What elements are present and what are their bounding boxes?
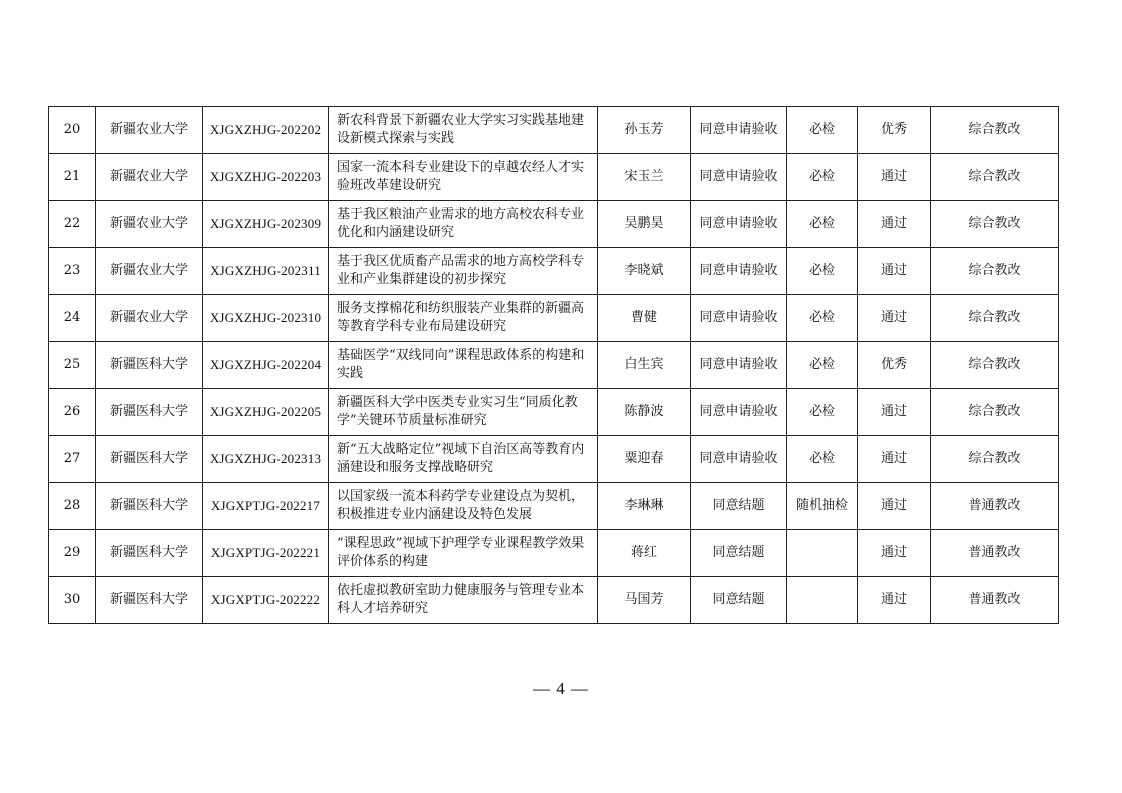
result-cell: 通过 (858, 201, 931, 248)
result-cell: 通过 (858, 483, 931, 530)
result-cell: 通过 (858, 248, 931, 295)
table-row (49, 248, 1059, 295)
category-cell: 综合教改 (931, 107, 1059, 154)
leader-cell: 蒋红 (598, 530, 691, 577)
project-code-cell: XJGXZHJG-202204 (203, 342, 329, 389)
opinion-cell: 同意申请验收 (691, 295, 787, 342)
check-type-cell: 必检 (787, 436, 858, 483)
check-type-cell (787, 530, 858, 577)
row-number-cell: 26 (49, 389, 96, 436)
row-number-cell: 29 (49, 530, 96, 577)
leader-cell: 吴鹏昊 (598, 201, 691, 248)
opinion-cell: 同意结题 (691, 530, 787, 577)
category-cell: 综合教改 (931, 248, 1059, 295)
leader-cell: 马国芳 (598, 577, 691, 624)
check-type-cell: 必检 (787, 201, 858, 248)
row-number-cell: 23 (49, 248, 96, 295)
leader-cell: 陈静波 (598, 389, 691, 436)
school-cell: 新疆医科大学 (96, 483, 203, 530)
row-number-cell: 30 (49, 577, 96, 624)
project-title-cell: 基于我区优质畜产品需求的地方高校学科专业和产业集群建设的初步探究 (329, 248, 598, 295)
school-cell: 新疆医科大学 (96, 389, 203, 436)
result-cell: 通过 (858, 530, 931, 577)
check-type-cell: 必检 (787, 389, 858, 436)
category-cell: 普通教改 (931, 483, 1059, 530)
project-title-cell: “课程思政”视域下护理学专业课程教学效果评价体系的构建 (329, 530, 598, 577)
table-row (49, 201, 1059, 248)
page-number: — 4 — (533, 679, 589, 698)
result-cell: 通过 (858, 154, 931, 201)
leader-cell: 孙玉芳 (598, 107, 691, 154)
opinion-cell: 同意申请验收 (691, 201, 787, 248)
result-cell: 优秀 (858, 107, 931, 154)
category-cell: 综合教改 (931, 295, 1059, 342)
project-title-cell: 新疆医科大学中医类专业实习生“同质化教学”关键环节质量标准研究 (329, 389, 598, 436)
check-type-cell: 必检 (787, 154, 858, 201)
project-code-cell: XJGXZHJG-202205 (203, 389, 329, 436)
project-title-cell: 依托虚拟教研室助力健康服务与管理专业本科人才培养研究 (329, 577, 598, 624)
opinion-cell: 同意结题 (691, 577, 787, 624)
project-title-cell: 国家一流本科专业建设下的卓越农经人才实验班改革建设研究 (329, 154, 598, 201)
leader-cell: 宋玉兰 (598, 154, 691, 201)
school-cell: 新疆医科大学 (96, 577, 203, 624)
project-title-cell: 新农科背景下新疆农业大学实习实践基地建设新模式探索与实践 (329, 107, 598, 154)
school-cell: 新疆农业大学 (96, 201, 203, 248)
school-cell: 新疆医科大学 (96, 342, 203, 389)
leader-cell: 粟迎春 (598, 436, 691, 483)
row-number-cell: 22 (49, 201, 96, 248)
project-title-cell: 基于我区粮油产业需求的地方高校农科专业优化和内涵建设研究 (329, 201, 598, 248)
result-cell: 通过 (858, 577, 931, 624)
row-number-cell: 21 (49, 154, 96, 201)
category-cell: 综合教改 (931, 342, 1059, 389)
leader-cell: 白生宾 (598, 342, 691, 389)
project-code-cell: XJGXZHJG-202202 (203, 107, 329, 154)
opinion-cell: 同意结题 (691, 483, 787, 530)
table-row (49, 295, 1059, 342)
category-cell: 综合教改 (931, 436, 1059, 483)
leader-cell: 李琳琳 (598, 483, 691, 530)
opinion-cell: 同意申请验收 (691, 436, 787, 483)
table-row (49, 107, 1059, 154)
category-cell: 综合教改 (931, 154, 1059, 201)
project-title-cell: 服务支撑棉花和纺织服装产业集群的新疆高等教育学科专业布局建设研究 (329, 295, 598, 342)
category-cell: 普通教改 (931, 577, 1059, 624)
table-body (49, 107, 1059, 624)
table-row (49, 389, 1059, 436)
result-cell: 通过 (858, 389, 931, 436)
school-cell: 新疆农业大学 (96, 107, 203, 154)
school-cell: 新疆农业大学 (96, 154, 203, 201)
project-title-cell: 基础医学“双线同向”课程思政体系的构建和实践 (329, 342, 598, 389)
project-code-cell: XJGXPTJG-202222 (203, 577, 329, 624)
table-row (49, 530, 1059, 577)
project-code-cell: XJGXZHJG-202311 (203, 248, 329, 295)
category-cell: 普通教改 (931, 530, 1059, 577)
project-code-cell: XJGXZHJG-202203 (203, 154, 329, 201)
table-row (49, 483, 1059, 530)
opinion-cell: 同意申请验收 (691, 107, 787, 154)
check-type-cell (787, 577, 858, 624)
result-cell: 通过 (858, 436, 931, 483)
row-number-cell: 20 (49, 107, 96, 154)
check-type-cell: 必检 (787, 295, 858, 342)
result-cell: 通过 (858, 295, 931, 342)
opinion-cell: 同意申请验收 (691, 248, 787, 295)
project-table (48, 106, 1059, 624)
opinion-cell: 同意申请验收 (691, 342, 787, 389)
row-number-cell: 28 (49, 483, 96, 530)
project-code-cell: XJGXZHJG-202310 (203, 295, 329, 342)
project-title-cell: 新“五大战略定位”视域下自治区高等教育内涵建设和服务支撑战略研究 (329, 436, 598, 483)
opinion-cell: 同意申请验收 (691, 154, 787, 201)
school-cell: 新疆医科大学 (96, 436, 203, 483)
school-cell: 新疆农业大学 (96, 295, 203, 342)
table-row (49, 577, 1059, 624)
project-code-cell: XJGXZHJG-202309 (203, 201, 329, 248)
row-number-cell: 27 (49, 436, 96, 483)
table-row (49, 342, 1059, 389)
project-code-cell: XJGXZHJG-202313 (203, 436, 329, 483)
table-row (49, 436, 1059, 483)
row-number-cell: 25 (49, 342, 96, 389)
opinion-cell: 同意申请验收 (691, 389, 787, 436)
result-cell: 优秀 (858, 342, 931, 389)
project-code-cell: XJGXPTJG-202221 (203, 530, 329, 577)
school-cell: 新疆农业大学 (96, 248, 203, 295)
project-title-cell: 以国家级一流本科药学专业建设点为契机，积极推进专业内涵建设及特色发展 (329, 483, 598, 530)
check-type-cell: 随机抽检 (787, 483, 858, 530)
project-code-cell: XJGXPTJG-202217 (203, 483, 329, 530)
leader-cell: 曹健 (598, 295, 691, 342)
leader-cell: 李晓斌 (598, 248, 691, 295)
table-row (49, 154, 1059, 201)
check-type-cell: 必检 (787, 107, 858, 154)
check-type-cell: 必检 (787, 248, 858, 295)
category-cell: 综合教改 (931, 201, 1059, 248)
check-type-cell: 必检 (787, 342, 858, 389)
category-cell: 综合教改 (931, 389, 1059, 436)
row-number-cell: 24 (49, 295, 96, 342)
school-cell: 新疆医科大学 (96, 530, 203, 577)
